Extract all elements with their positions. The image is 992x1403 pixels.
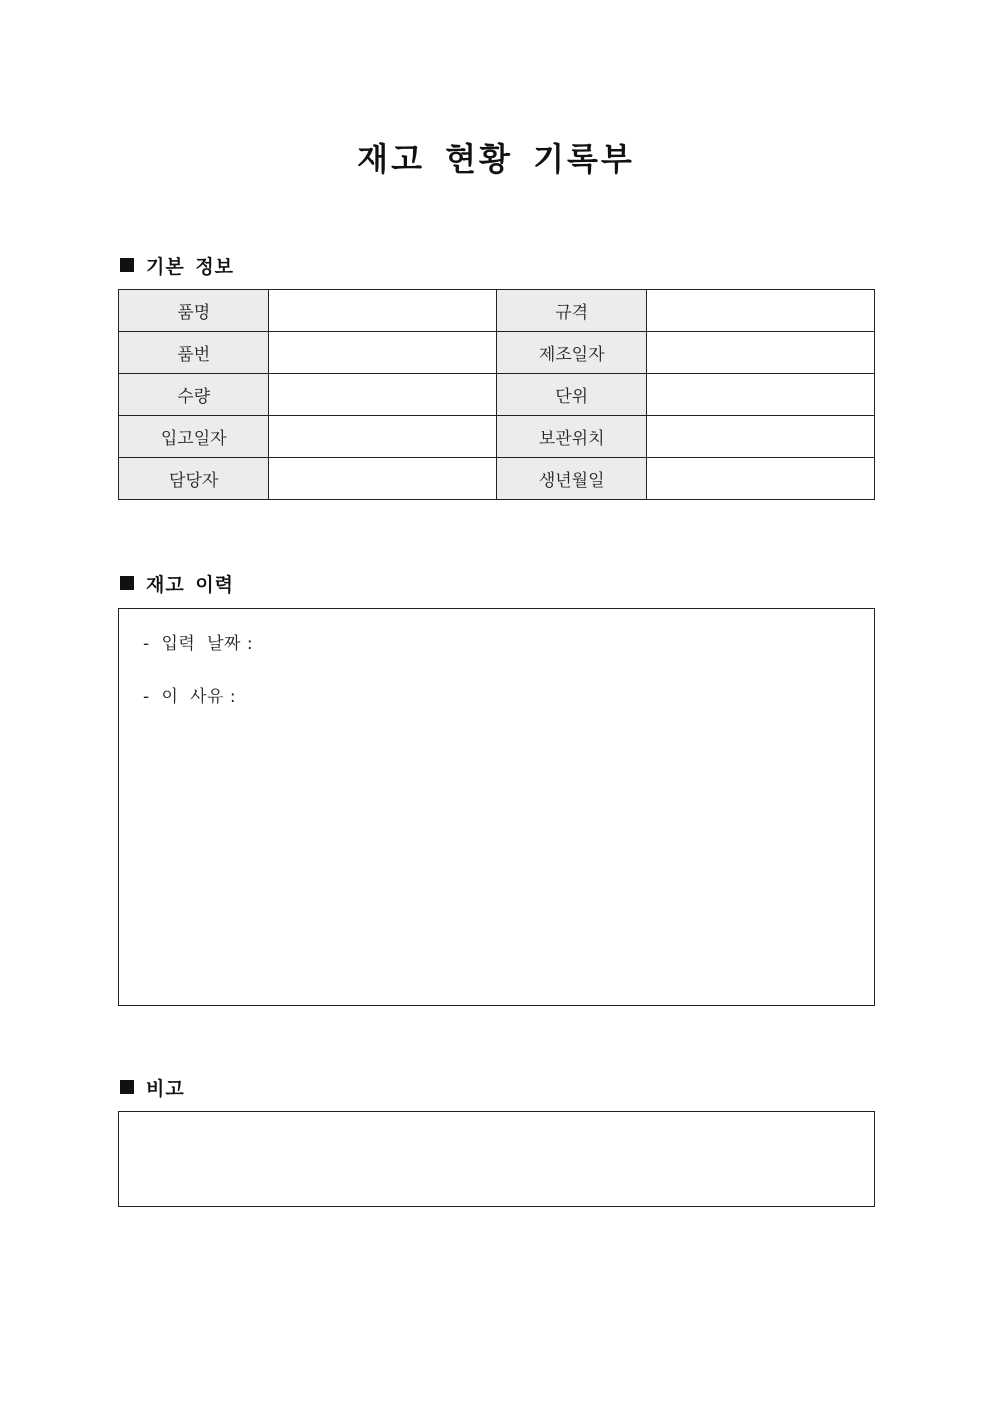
field-label-receipt-date: 입고일자 [119,416,269,458]
field-label-specification: 규격 [496,290,646,332]
field-value-item-number[interactable] [269,332,497,374]
field-value-birth-date[interactable] [647,458,875,500]
field-label-item-number: 품번 [119,332,269,374]
history-box[interactable] [118,608,875,1006]
section-heading-history [118,570,234,596]
black-square-icon [120,576,134,590]
field-value-quantity[interactable] [269,374,497,416]
field-value-manufacture-date[interactable] [647,332,875,374]
field-label-person-in-charge: 담당자 [119,458,269,500]
notes-box[interactable] [118,1111,875,1207]
field-label-manufacture-date: 제조일자 [496,332,646,374]
field-value-receipt-date[interactable] [269,416,497,458]
field-value-specification[interactable] [647,290,875,332]
table-row [119,416,875,458]
black-square-icon [120,1080,134,1094]
section-heading-label: 비고 [146,1077,185,1100]
section-heading-notes [118,1074,185,1100]
black-square-icon [120,258,134,272]
table-row [119,458,875,500]
field-value-item-name[interactable] [269,290,497,332]
field-label-storage-location: 보관위치 [496,416,646,458]
field-label-birth-date: 생년월일 [496,458,646,500]
field-value-storage-location[interactable] [647,416,875,458]
field-value-unit[interactable] [647,374,875,416]
section-heading-label: 기본 정보 [146,255,235,278]
field-value-person-in-charge[interactable] [269,458,497,500]
field-label-quantity: 수량 [119,374,269,416]
history-input-date-line: - 입력 날짜 : [143,634,254,654]
table-row [119,374,875,416]
page-title: 재고 현황 기록부 [357,140,635,178]
section-heading-basic-info [118,252,234,278]
table-row [119,290,875,332]
field-label-item-name: 품명 [119,290,269,332]
field-label-unit: 단위 [496,374,646,416]
table-row [119,332,875,374]
basic-info-table [118,289,875,500]
history-reason-line: - 이 사유 : [143,687,237,707]
section-heading-label: 재고 이력 [146,573,235,596]
